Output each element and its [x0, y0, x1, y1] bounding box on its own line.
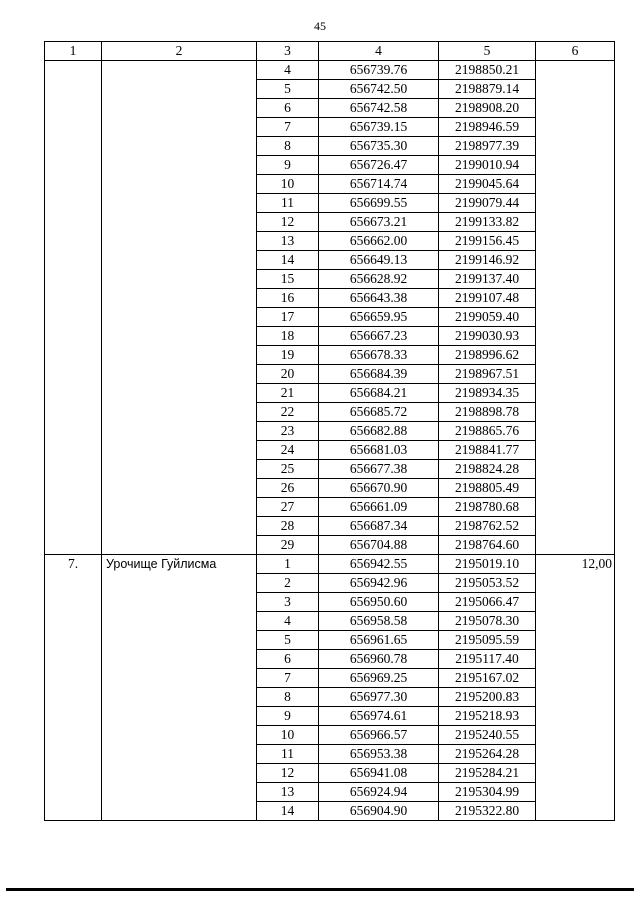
header-col-2: 2	[102, 42, 257, 61]
x-coordinate-cell: 656643.38	[319, 289, 439, 308]
x-coordinate-cell: 656974.61	[319, 707, 439, 726]
y-coordinate-cell: 2198996.62	[439, 346, 536, 365]
x-coordinate-cell: 656681.03	[319, 441, 439, 460]
y-coordinate-cell: 2195284.21	[439, 764, 536, 783]
point-number-cell: 29	[257, 536, 319, 555]
point-number-cell: 20	[257, 365, 319, 384]
y-coordinate-cell: 2199146.92	[439, 251, 536, 270]
y-coordinate-cell: 2195117.40	[439, 650, 536, 669]
y-coordinate-cell: 2195095.59	[439, 631, 536, 650]
point-number-cell: 3	[257, 593, 319, 612]
y-coordinate-cell: 2198934.35	[439, 384, 536, 403]
y-coordinate-cell: 2195200.83	[439, 688, 536, 707]
x-coordinate-cell: 656659.95	[319, 308, 439, 327]
x-coordinate-cell: 656628.92	[319, 270, 439, 289]
y-coordinate-cell: 2195218.93	[439, 707, 536, 726]
page-number: 45	[314, 19, 326, 33]
table-row	[45, 555, 615, 574]
x-coordinate-cell: 656662.00	[319, 232, 439, 251]
y-coordinate-cell: 2199079.44	[439, 194, 536, 213]
group-name-cell: Урочище Гуйлисма	[102, 555, 257, 821]
point-number-cell: 24	[257, 441, 319, 460]
x-coordinate-cell: 656735.30	[319, 137, 439, 156]
x-coordinate-cell: 656687.34	[319, 517, 439, 536]
y-coordinate-cell: 2199137.40	[439, 270, 536, 289]
y-coordinate-cell: 2199156.45	[439, 232, 536, 251]
y-coordinate-cell: 2199059.40	[439, 308, 536, 327]
coordinates-table-body	[45, 42, 615, 821]
x-coordinate-cell: 656684.39	[319, 365, 439, 384]
point-number-cell: 21	[257, 384, 319, 403]
y-coordinate-cell: 2198841.77	[439, 441, 536, 460]
y-coordinate-cell: 2195240.55	[439, 726, 536, 745]
header-col-1: 1	[45, 42, 102, 61]
x-coordinate-cell: 656704.88	[319, 536, 439, 555]
point-number-cell: 12	[257, 213, 319, 232]
group-number-cell	[45, 61, 102, 555]
x-coordinate-cell: 656961.65	[319, 631, 439, 650]
x-coordinate-cell: 656673.21	[319, 213, 439, 232]
point-number-cell: 5	[257, 631, 319, 650]
point-number-cell: 7	[257, 669, 319, 688]
point-number-cell: 22	[257, 403, 319, 422]
x-coordinate-cell: 656699.55	[319, 194, 439, 213]
x-coordinate-cell: 656904.90	[319, 802, 439, 821]
point-number-cell: 25	[257, 460, 319, 479]
y-coordinate-cell: 2195167.02	[439, 669, 536, 688]
y-coordinate-cell: 2198946.59	[439, 118, 536, 137]
group-area-cell: 12,00	[536, 555, 615, 821]
y-coordinate-cell: 2198764.60	[439, 536, 536, 555]
y-coordinate-cell: 2199133.82	[439, 213, 536, 232]
point-number-cell: 16	[257, 289, 319, 308]
y-coordinate-cell: 2199045.64	[439, 175, 536, 194]
x-coordinate-cell: 656739.76	[319, 61, 439, 80]
point-number-cell: 26	[257, 479, 319, 498]
point-number-cell: 10	[257, 175, 319, 194]
x-coordinate-cell: 656969.25	[319, 669, 439, 688]
x-coordinate-cell: 656684.21	[319, 384, 439, 403]
x-coordinate-cell: 656953.38	[319, 745, 439, 764]
y-coordinate-cell: 2195053.52	[439, 574, 536, 593]
x-coordinate-cell: 656924.94	[319, 783, 439, 802]
y-coordinate-cell: 2198805.49	[439, 479, 536, 498]
y-coordinate-cell: 2198908.20	[439, 99, 536, 118]
point-number-cell: 8	[257, 137, 319, 156]
x-coordinate-cell: 656739.15	[319, 118, 439, 137]
group-area-cell	[536, 61, 615, 555]
point-number-cell: 6	[257, 650, 319, 669]
table-header-row	[45, 42, 615, 61]
x-coordinate-cell: 656682.88	[319, 422, 439, 441]
y-coordinate-cell: 2195066.47	[439, 593, 536, 612]
x-coordinate-cell: 656966.57	[319, 726, 439, 745]
x-coordinate-cell: 656742.58	[319, 99, 439, 118]
coordinates-table	[44, 41, 615, 821]
point-number-cell: 4	[257, 61, 319, 80]
y-coordinate-cell: 2198977.39	[439, 137, 536, 156]
x-coordinate-cell: 656685.72	[319, 403, 439, 422]
x-coordinate-cell: 656977.30	[319, 688, 439, 707]
x-coordinate-cell: 656670.90	[319, 479, 439, 498]
y-coordinate-cell: 2198762.52	[439, 517, 536, 536]
point-number-cell: 11	[257, 194, 319, 213]
header-col-3: 3	[257, 42, 319, 61]
point-number-cell: 13	[257, 232, 319, 251]
x-coordinate-cell: 656649.13	[319, 251, 439, 270]
x-coordinate-cell: 656661.09	[319, 498, 439, 517]
y-coordinate-cell: 2199010.94	[439, 156, 536, 175]
point-number-cell: 5	[257, 80, 319, 99]
y-coordinate-cell: 2198824.28	[439, 460, 536, 479]
point-number-cell: 7	[257, 118, 319, 137]
y-coordinate-cell: 2195322.80	[439, 802, 536, 821]
x-coordinate-cell: 656667.23	[319, 327, 439, 346]
header-col-6: 6	[536, 42, 615, 61]
header-col-5: 5	[439, 42, 536, 61]
x-coordinate-cell: 656941.08	[319, 764, 439, 783]
point-number-cell: 28	[257, 517, 319, 536]
point-number-cell: 4	[257, 612, 319, 631]
y-coordinate-cell: 2198780.68	[439, 498, 536, 517]
point-number-cell: 15	[257, 270, 319, 289]
point-number-cell: 9	[257, 156, 319, 175]
y-coordinate-cell: 2195264.28	[439, 745, 536, 764]
y-coordinate-cell: 2198850.21	[439, 61, 536, 80]
point-number-cell: 9	[257, 707, 319, 726]
x-coordinate-cell: 656714.74	[319, 175, 439, 194]
x-coordinate-cell: 656958.58	[319, 612, 439, 631]
y-coordinate-cell: 2198898.78	[439, 403, 536, 422]
x-coordinate-cell: 656726.47	[319, 156, 439, 175]
group-name-cell	[102, 61, 257, 555]
point-number-cell: 18	[257, 327, 319, 346]
y-coordinate-cell: 2199030.93	[439, 327, 536, 346]
point-number-cell: 10	[257, 726, 319, 745]
group-number-cell: 7.	[45, 555, 102, 821]
x-coordinate-cell: 656678.33	[319, 346, 439, 365]
x-coordinate-cell: 656942.55	[319, 555, 439, 574]
y-coordinate-cell: 2198879.14	[439, 80, 536, 99]
y-coordinate-cell: 2198967.51	[439, 365, 536, 384]
x-coordinate-cell: 656742.50	[319, 80, 439, 99]
point-number-cell: 8	[257, 688, 319, 707]
y-coordinate-cell: 2199107.48	[439, 289, 536, 308]
point-number-cell: 23	[257, 422, 319, 441]
y-coordinate-cell: 2198865.76	[439, 422, 536, 441]
bottom-rule	[6, 888, 634, 891]
x-coordinate-cell: 656677.38	[319, 460, 439, 479]
point-number-cell: 14	[257, 251, 319, 270]
point-number-cell: 1	[257, 555, 319, 574]
y-coordinate-cell: 2195019.10	[439, 555, 536, 574]
point-number-cell: 12	[257, 764, 319, 783]
header-col-4: 4	[319, 42, 439, 61]
point-number-cell: 11	[257, 745, 319, 764]
point-number-cell: 2	[257, 574, 319, 593]
point-number-cell: 27	[257, 498, 319, 517]
x-coordinate-cell: 656960.78	[319, 650, 439, 669]
point-number-cell: 14	[257, 802, 319, 821]
table-row	[45, 61, 615, 80]
point-number-cell: 19	[257, 346, 319, 365]
y-coordinate-cell: 2195304.99	[439, 783, 536, 802]
y-coordinate-cell: 2195078.30	[439, 612, 536, 631]
x-coordinate-cell: 656942.96	[319, 574, 439, 593]
x-coordinate-cell: 656950.60	[319, 593, 439, 612]
point-number-cell: 13	[257, 783, 319, 802]
point-number-cell: 17	[257, 308, 319, 327]
point-number-cell: 6	[257, 99, 319, 118]
